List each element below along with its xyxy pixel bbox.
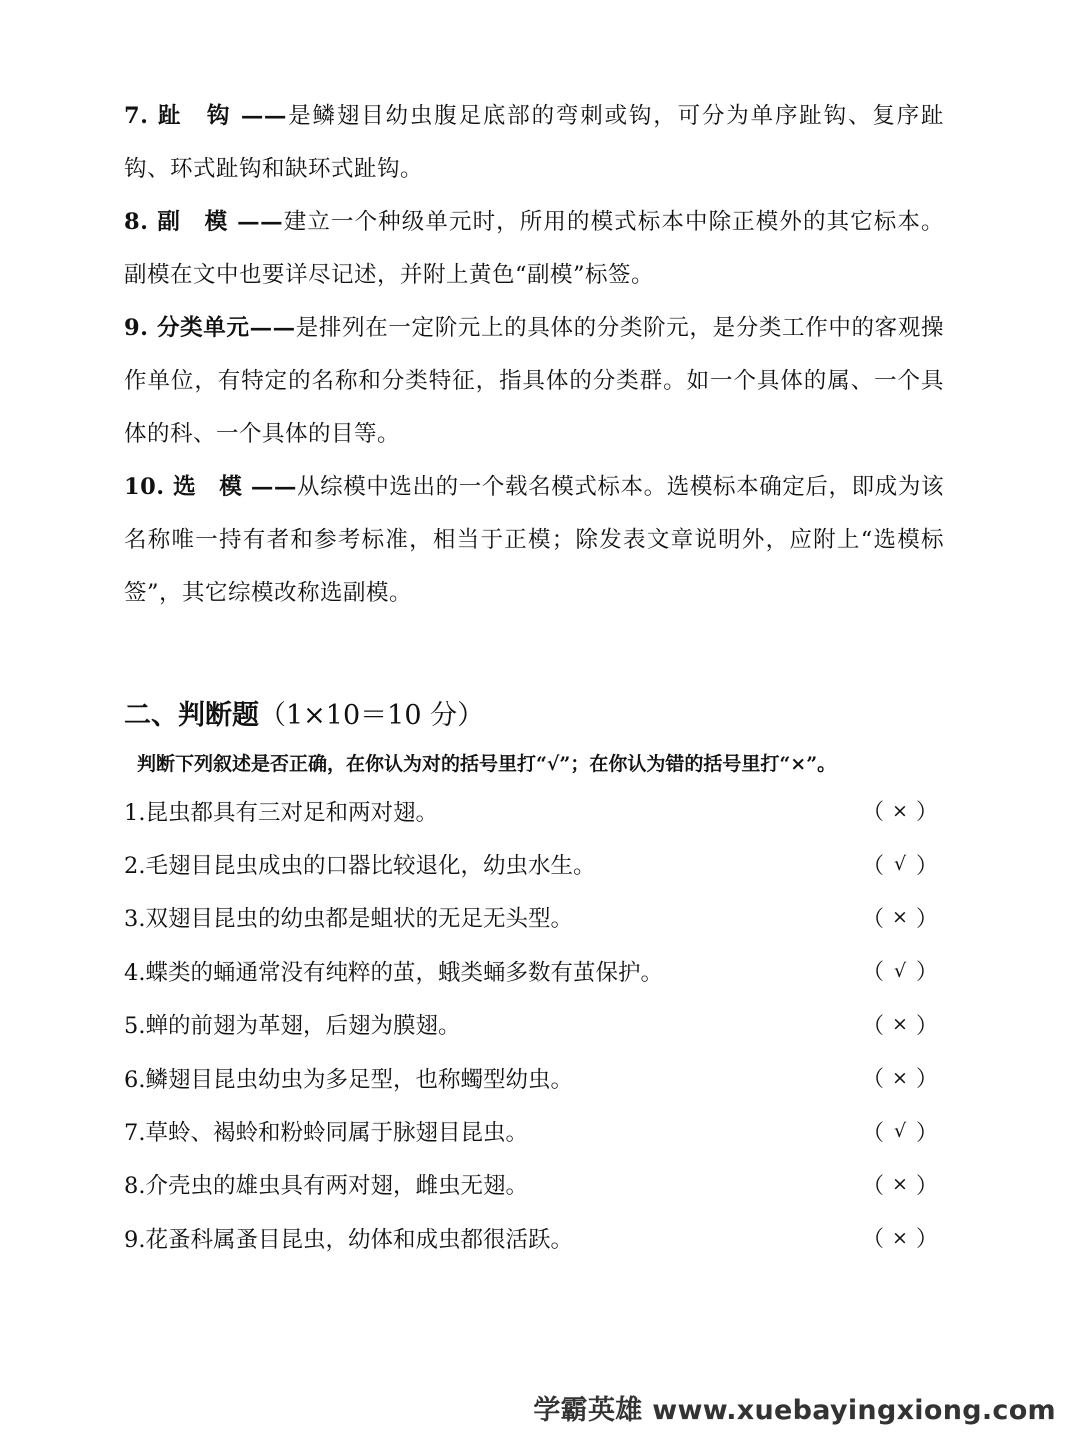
definition-10: [124, 461, 944, 620]
question-row: [124, 998, 944, 1051]
bracket-close: ）: [915, 960, 938, 986]
question-text: 1.昆虫都具有三对足和两对翅。: [124, 799, 438, 826]
answer-mark: ×: [892, 1173, 908, 1196]
question-row: [124, 784, 944, 837]
bracket-close: ）: [915, 1120, 938, 1146]
answer-bracket: [862, 902, 938, 933]
definition-term: 7. 趾 钩 ——: [124, 103, 287, 129]
question-text: 2.毛翅目昆虫成虫的口器比较退化，幼虫水生。: [124, 853, 596, 880]
bracket-close: ）: [915, 906, 938, 932]
answer-bracket: [862, 955, 938, 986]
section-title-main: 二、判断题: [124, 700, 259, 731]
question-text: 4.蝶类的蛹通常没有纯粹的茧，蛾类蛹多数有茧保护。: [124, 959, 663, 986]
bracket-close: ）: [915, 1227, 938, 1253]
question-text: 3.双翅目昆虫的幼虫都是蛆状的无足无头型。: [124, 906, 573, 933]
question-text: 8.介壳虫的雄虫具有两对翅，雌虫无翅。: [124, 1173, 528, 1200]
bracket-open: （: [862, 906, 885, 932]
bracket-open: （: [862, 1173, 885, 1199]
answer-mark: ×: [892, 1226, 908, 1249]
question-text: 9.花蚤科属蚤目昆虫，幼体和成虫都很活跃。: [124, 1226, 573, 1253]
definition-text: 是排列在一定阶元上的具体的分类阶元，是分类工作中的客观操作单位，有特定的名称和分类特征，指具体的分类群。如一个具体的属、一个具体的科、一个具体的目等。: [124, 315, 944, 447]
question-row: [124, 1051, 944, 1104]
bracket-close: ）: [915, 1067, 938, 1093]
answer-bracket: [862, 1116, 938, 1147]
definition-8: [124, 196, 944, 302]
section-instruction: 判断下列叙述是否正确，在你认为对的括号里打“√”；在你认为错的括号里打“×”。: [137, 753, 837, 775]
answer-mark: √: [893, 1120, 907, 1143]
answer-bracket: [862, 1062, 938, 1093]
section-score: （1×10＝10 分）: [259, 700, 485, 731]
answer-bracket: [862, 1009, 938, 1040]
question-text: 7.草蛉、褐蛉和粉蛉同属于脉翅目昆虫。: [124, 1120, 528, 1147]
answer-bracket: [862, 795, 938, 826]
bracket-close: ）: [915, 800, 938, 826]
answer-mark: √: [893, 959, 907, 982]
bracket-open: （: [862, 1067, 885, 1093]
section-title: [124, 694, 484, 738]
definition-9: [124, 302, 944, 461]
bracket-open: （: [862, 853, 885, 879]
answer-bracket: [862, 1222, 938, 1253]
bracket-close: ）: [915, 853, 938, 879]
question-row: [124, 944, 944, 997]
answer-bracket: [862, 849, 938, 880]
bracket-open: （: [862, 1120, 885, 1146]
bracket-close: ）: [915, 1173, 938, 1199]
question-list: [124, 784, 944, 1265]
definition-term: 10. 选 模 ——: [124, 474, 297, 500]
answer-mark: ×: [892, 906, 908, 929]
question-text: 5.蝉的前翅为革翅，后翅为膜翅。: [124, 1013, 461, 1040]
watermark: 学霸英雄 www.xuebayingxiong.com: [533, 1395, 1056, 1426]
bracket-open: （: [862, 1227, 885, 1253]
answer-mark: √: [893, 853, 907, 876]
question-row: [124, 1158, 944, 1211]
definition-text: 是鳞翅目幼虫腹足底部的弯刺或钩，可分为单序趾钩、复序趾钩、环式趾钩和缺环式趾钩。: [124, 103, 944, 182]
bracket-open: （: [862, 800, 885, 826]
question-text: 6.鳞翅目昆虫幼虫为多足型，也称蠋型幼虫。: [124, 1066, 573, 1093]
answer-mark: ×: [892, 799, 908, 822]
answer-mark: ×: [892, 1013, 908, 1036]
definition-text: 建立一个种级单元时，所用的模式标本中除正模外的其它标本。副模在文中也要详尽记述，并附上黄色“副模”标签。: [124, 209, 944, 288]
bracket-open: （: [862, 1013, 885, 1039]
answer-mark: ×: [892, 1066, 908, 1089]
definition-term: 9. 分类单元——: [124, 315, 296, 341]
definition-7: [124, 90, 944, 196]
definition-text: 从综模中选出的一个载名模式标本。选模标本确定后，即成为该名称唯一持有者和参考标准，相当于正模；除发表文章说明外，应附上“选模标签”，其它综模改称选副模。: [124, 474, 944, 606]
answer-bracket: [862, 1169, 938, 1200]
question-row: [124, 837, 944, 890]
question-row: [124, 891, 944, 944]
question-row: [124, 1211, 944, 1264]
question-row: [124, 1104, 944, 1157]
definition-term: 8. 副 模 ——: [124, 209, 284, 235]
bracket-open: （: [862, 960, 885, 986]
bracket-close: ）: [915, 1013, 938, 1039]
